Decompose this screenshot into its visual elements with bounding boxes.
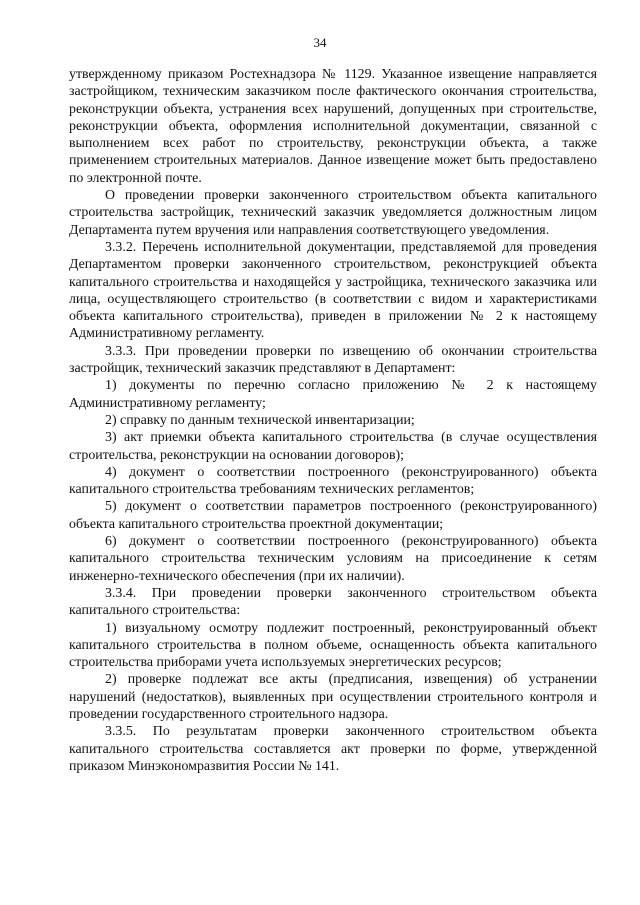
list-item-4: 4) документ о соответствии построенного (реконструированного) объекта капитального строительства требованиям технических регламентов; bbox=[69, 464, 597, 498]
paragraph-3-3-2: 3.3.2. Перечень исполнительной документации, представляемой для проведения Департаментом проверки законченного строительством, реконструкцией объекта капитального строительства и находящейся у застройщика, технического заказчика или лица, осуществляющего строительство (в соответствии с видом и характеристиками объекта капитального строительства), приведен в приложении № 2 к настоящему Административному регламенту. bbox=[69, 239, 597, 342]
paragraph-notification: О проведении проверки законченного строительством объекта капитального строительства застройщик, технический заказчик уведомляется должностным лицом Департамента путем вручения или направления соответствующего уведомления. bbox=[69, 188, 597, 238]
list-item-3: 3) акт приемки объекта капитального строительства (в случае осуществления строительства, реконструкции на основании договоров); bbox=[69, 430, 597, 463]
inspection-item-2: 2) проверке подлежат все акты (предписания, извещения) об устранении нарушений (недостатков), выявленных при осуществлении строительного контроля и проведении государственного строительного надзора. bbox=[69, 672, 597, 722]
page-number: 34 bbox=[313, 35, 327, 50]
list-item-1: 1) документы по перечню согласно приложению № 2 к настоящему Административному регламенту; bbox=[69, 378, 597, 411]
list-item-5: 5) документ о соответствии параметров построенного (реконструированного) объекта капитального строительства проектной документации; bbox=[69, 499, 597, 532]
list-item-2: 2) справку по данным технической инвентаризации; bbox=[105, 412, 415, 428]
document-body bbox=[69, 66, 597, 775]
paragraph-3-3-4: 3.3.4. При проведении проверки законченного строительством объекта капитального строительства: bbox=[69, 585, 597, 619]
inspection-item-1: 1) визуальному осмотру подлежит построенный, реконструированный объект капитального строительства в полном объеме, оснащенность объекта капитального строительства приборами учета используемых энергетических ресурсов; bbox=[69, 620, 597, 671]
paragraph-3-3-3: 3.3.3. При проведении проверки по извещению об окончании строительства застройщик, технический заказчик представляют в Департамент: bbox=[69, 343, 597, 377]
paragraph-3-3-5: 3.3.5. По результатам проверки законченного строительством объекта капитального строительства составляется акт проверки по форме, утвержденной приказом Минэкономразвития России № 141. bbox=[69, 724, 597, 774]
paragraph-continuation: утвержденному приказом Ростехнадзора № 1129. Указанное извещение направляется застройщиком, техническим заказчиком после фактического окончания строительства, реконструкции объекта, устранения всех нарушений, допущенных при строительстве, реконструкции объекта, оформления исполнительной документации, связанной с выполнением всех работ по строительству, реконструкции объекта, а также применением строительных материалов. Данное извещение может быть предоставлено по электронной почте. bbox=[69, 67, 597, 186]
list-item-6: 6) документ о соответствии построенного (реконструированного) объекта капитального строительства техническим условиям на присоединение к сетям инженерно-технического обеспечения (при их наличии). bbox=[69, 534, 597, 584]
